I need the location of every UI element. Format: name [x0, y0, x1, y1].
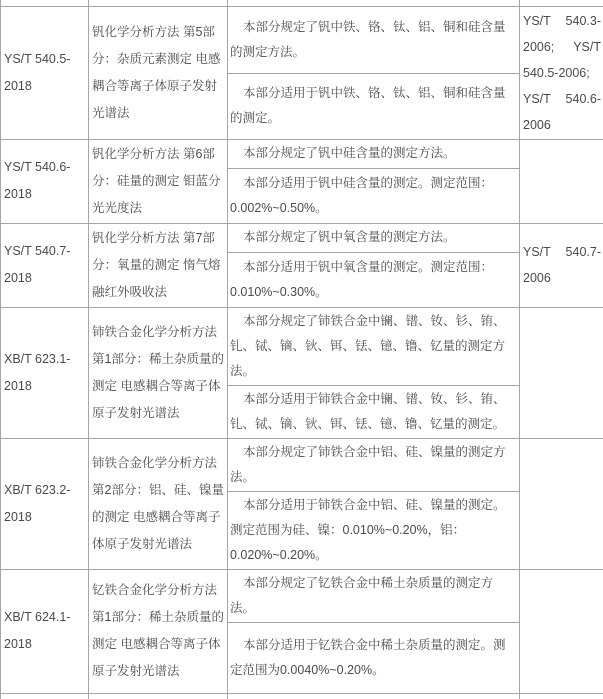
- table-row: [1, 6, 603, 74]
- scope-cell: 本部分规定了铈铁合金中铝、硅、镍量的测定方法。: [228, 438, 520, 491]
- standard-code-cell: YS/T 540.7-2018: [1, 223, 89, 307]
- table-row: [1, 307, 603, 385]
- standard-title-cell: 钒化学分析方法 第5部分：杂质元素测定 电感耦合等离子体原子发射光谱法: [89, 6, 228, 139]
- application-cell: 本部分适用于铈铁合金中镧、镨、钕、钐、铕、钆、铽、镝、钬、铒、铥、镱、镥、钇量的测定。: [228, 385, 520, 438]
- scope-cell: 本部分规定了钒中氧含量的测定方法。: [228, 223, 520, 252]
- standard-code-cell: XB/T 623.2-2018: [1, 438, 89, 569]
- partial-row-bottom-cell: [89, 693, 228, 699]
- table-row: [1, 139, 603, 168]
- standard-title-cell: 钒化学分析方法 第7部分：氧量的测定 惰气熔融红外吸收法: [89, 223, 228, 307]
- partial-row-bottom-cell: [228, 693, 520, 699]
- standard-code-cell: YS/T 540.6-2018: [1, 139, 89, 223]
- replaced-standards-cell: [520, 438, 603, 569]
- standard-title-cell: 钒化学分析方法 第6部分：硅量的测定 钼蓝分光光度法: [89, 139, 228, 223]
- scope-cell: 本部分规定了钇铁合金中稀土杂质量的测定方法。: [228, 569, 520, 622]
- partial-row-bottom-cell: [520, 693, 603, 699]
- scope-cell: 本部分规定了铈铁合金中镧、镨、钕、钐、铕、钆、铽、镝、钬、铒、铥、镱、镥、钇量的测定方法。: [228, 307, 520, 385]
- application-cell: 本部分适用于钇铁合金中稀土杂质量的测定。测定范围为0.0040%~0.20%。: [228, 622, 520, 693]
- table-row: [1, 569, 603, 622]
- standard-title-cell: 钇铁合金化学分析方法 第1部分：稀土杂质量的测定 电感耦合等离子体原子发射光谱法: [89, 569, 228, 693]
- replaced-standards-cell: YS/T 540.3-2006; YS/T 540.5-2006; YS/T 540.6-2006: [520, 6, 603, 139]
- table-row: [1, 438, 603, 491]
- replaced-standards-cell: YS/T 540.7-2006: [520, 223, 603, 307]
- application-cell: 本部分适用于铈铁合金中铝、硅、镍量的测定。测定范围为硅、镍：0.010%~0.20%，铝：0.020%~0.20%。: [228, 491, 520, 569]
- standard-code-cell: XB/T 623.1-2018: [1, 307, 89, 438]
- replaced-standards-cell: [520, 307, 603, 438]
- replaced-standards-cell: [520, 569, 603, 693]
- table-row: [1, 223, 603, 252]
- standard-code-cell: XB/T 624.1-2018: [1, 569, 89, 693]
- scope-cell: 本部分规定了钒中铁、铬、钛、铝、铜和硅含量的测定方法。: [228, 6, 520, 74]
- standard-title-cell: 铈铁合金化学分析方法 第2部分：铝、硅、镍量的测定 电感耦合等离子体原子发射光谱法: [89, 438, 228, 569]
- scope-cell: 本部分规定了钒中硅含量的测定方法。: [228, 139, 520, 168]
- standard-code-cell: YS/T 540.5-2018: [1, 6, 89, 139]
- application-cell: 本部分适用于钒中硅含量的测定。测定范围：0.002%~0.50%。: [228, 168, 520, 223]
- application-cell: 本部分适用于钒中氧含量的测定。测定范围：0.010%~0.30%。: [228, 252, 520, 307]
- standard-title-cell: 铈铁合金化学分析方法 第1部分：稀土杂质量的测定 电感耦合等离子体原子发射光谱法: [89, 307, 228, 438]
- partial-row-bottom: [1, 693, 603, 699]
- partial-row-bottom-cell: [1, 693, 89, 699]
- replaced-standards-cell: [520, 139, 603, 223]
- application-cell: 本部分适用于钒中铁、铬、钛、铝、铜和硅含量的测定。: [228, 74, 520, 140]
